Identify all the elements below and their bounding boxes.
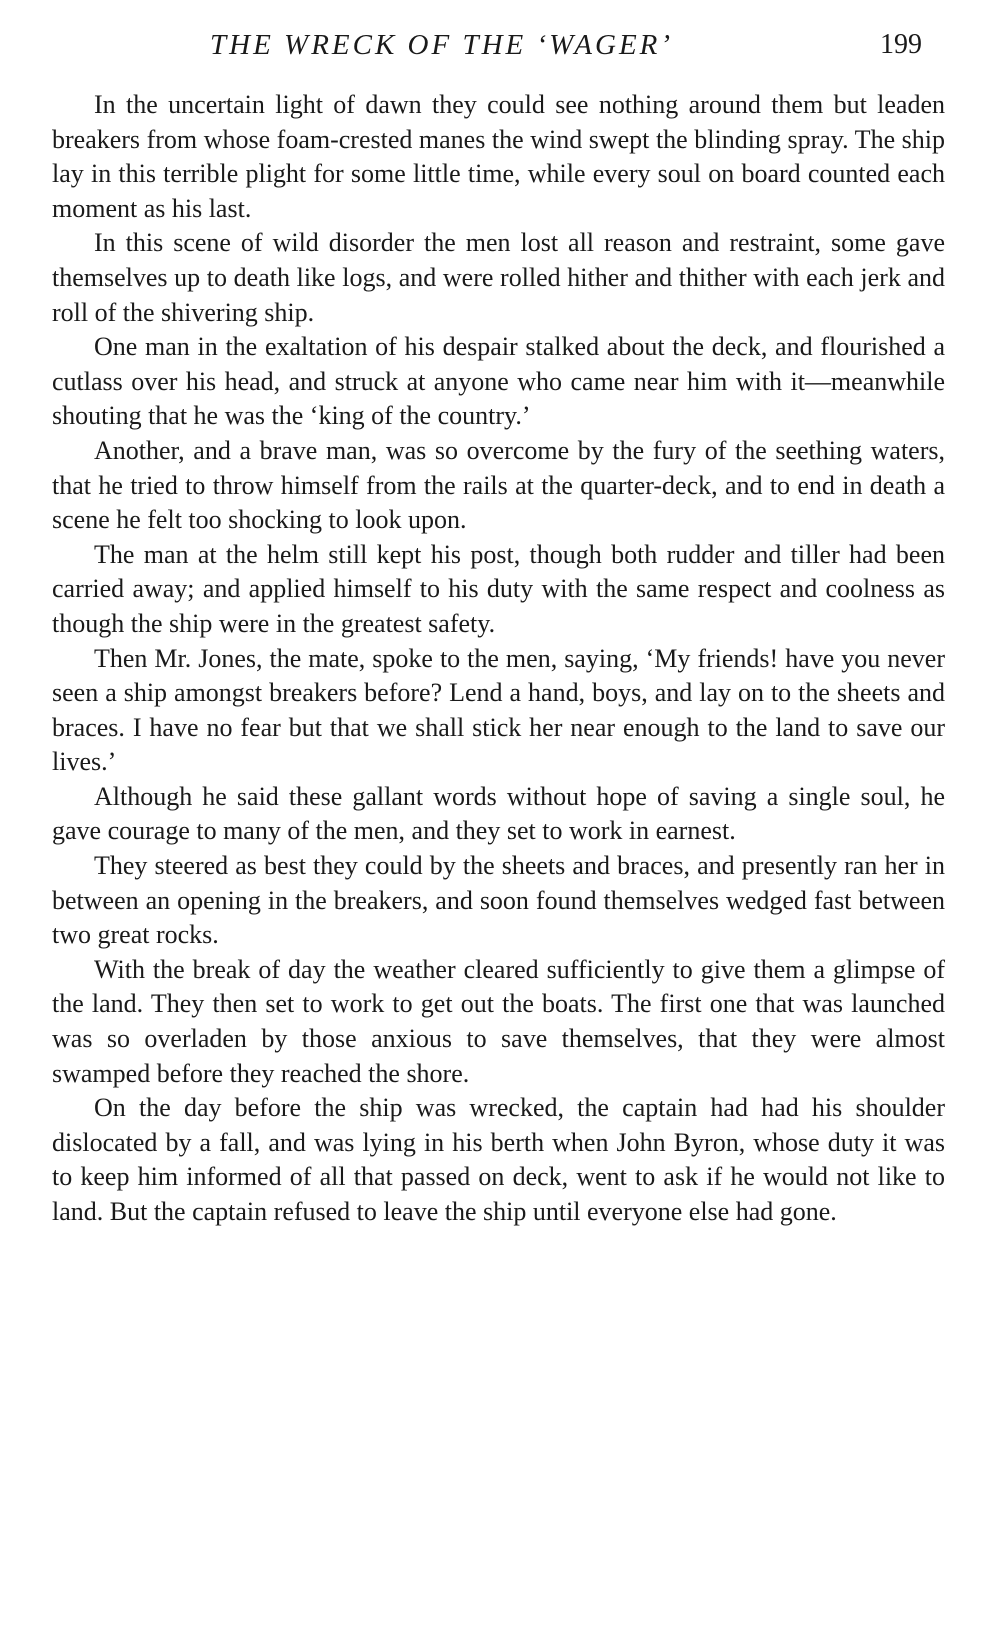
paragraph-10: On the day before the ship was wrecked, the captain had had his shoulder dislocated by a fall, and was lying in his berth when John Byron, whose duty it was to keep him informed of all that passed on deck, went to ask if he would not like to land. But the captain refused to leave the ship until everyone else had gone. bbox=[52, 1093, 945, 1226]
body-text bbox=[52, 88, 945, 1230]
paragraph-7: Although he said these gallant words without hope of saving a single soul, he gave courage to many of the men, and they set to work in earnest. bbox=[52, 781, 945, 846]
page-number: 199 bbox=[880, 29, 922, 60]
paragraph-9: With the break of day the weather cleared sufficiently to give them a glimpse of the land. They then set to work to get out the boats. The first one that was launched was so overladen by those anxious to save themselves, that they were almost swamped before they reached the shore. bbox=[52, 954, 945, 1088]
paragraph-3: One man in the exaltation of his despair stalked about the deck, and flourished a cutlass over his head, and struck at anyone who came near him with it—meanwhile shouting that he was the ‘king of the country.’ bbox=[52, 332, 945, 431]
paragraph-2: In this scene of wild disorder the men lost all reason and restraint, some gave themselves up to death like logs, and were rolled hither and thither with each jerk and roll of the shivering ship. bbox=[52, 228, 945, 327]
paragraph-1: In the uncertain light of dawn they could see nothing around them but leaden breakers from whose foam-crested manes the wind swept the blinding spray. The ship lay in this terrible plight for some little time, while every soul on board counted each moment as his last. bbox=[52, 90, 945, 223]
paragraph-6: Then Mr. Jones, the mate, spoke to the men, saying, ‘My friends! have you never seen a ship amongst breakers before? Lend a hand, boys, and lay on to the sheets and braces. I have no fear but that we shall stick her near enough to the land to save our lives.’ bbox=[52, 643, 945, 777]
paragraph-4: Another, and a brave man, was so overcome by the fury of the seething waters, that he tried to throw himself from the rails at the quarter-deck, and to end in death a scene he felt too shocking to look upon. bbox=[52, 435, 945, 535]
paragraph-8: They steered as best they could by the sheets and braces, and presently ran her in between an opening in the breakers, and soon found themselves wedged fast between two great rocks. bbox=[52, 851, 945, 950]
paragraph-5: The man at the helm still kept his post, though both rudder and tiller had been carried away; and applied himself to his duty with the same respect and coolness as though the ship were in the greatest safety. bbox=[52, 539, 945, 638]
running-title: THE WRECK OF THE ‘WAGER’ bbox=[210, 29, 674, 61]
running-head bbox=[0, 28, 1000, 62]
